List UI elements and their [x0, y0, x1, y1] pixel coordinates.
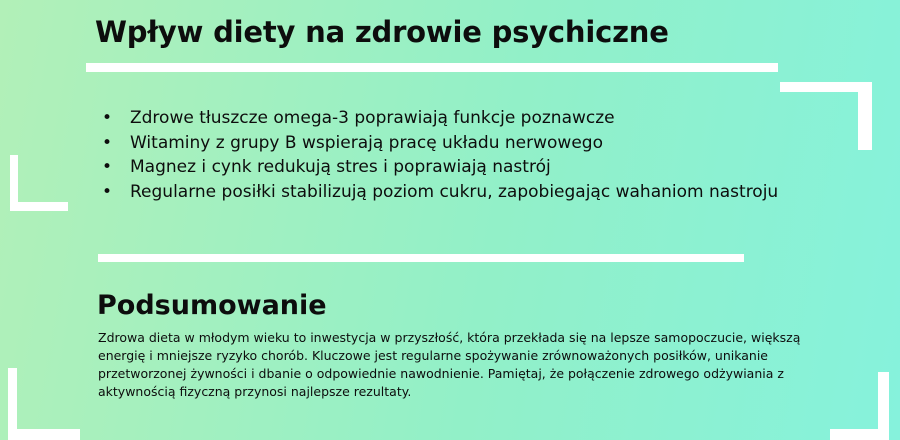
corner-bracket-bottom-right-horizontal	[830, 429, 889, 440]
bullet-text: Witaminy z grupy B wspierają pracę układu nerwowego	[130, 132, 603, 153]
bullet-item	[100, 180, 778, 205]
bullet-marker: •	[102, 157, 113, 177]
bullet-text: Zdrowe tłuszcze omega-3 poprawiają funkcje poznawcze	[130, 108, 615, 128]
corner-bracket-top-right-vertical	[858, 82, 872, 150]
bullet-marker: •	[102, 108, 113, 128]
summary-paragraph: Zdrowa dieta w młodym wieku to inwestycja w przyszłość, która przekłada się na lepsze samopoczucie, większą energię i mniejsze ryzyko chorób. Kluczowe jest regularne spożywanie zrównoważonych posiłków, unikanie przetworzonej żywności i dbanie o odpowiednie nawodnienie. Pamiętaj, że połączenie zdrowego odżywiania z aktywnością fizyczną przynosi najlepsze rezultaty.	[98, 330, 801, 399]
slide-title: Wpływ diety na zdrowie psychiczne	[95, 15, 669, 49]
summary-heading: Podsumowanie	[97, 290, 327, 321]
corner-bracket-bottom-left-horizontal	[8, 429, 80, 440]
bullet-marker: •	[102, 181, 113, 202]
corner-bracket-mid-left-horizontal	[10, 202, 68, 211]
bullet-list	[100, 106, 778, 204]
bullet-marker: •	[102, 132, 113, 153]
bullet-item	[100, 155, 778, 180]
title-underline-bar	[86, 63, 778, 72]
bullet-item	[100, 131, 778, 156]
bullet-text: Regularne posiłki stabilizują poziom cukru, zapobiegając wahaniom nastroju	[130, 181, 779, 202]
bullet-item	[100, 106, 778, 131]
section-divider-bar	[98, 254, 744, 262]
bullet-text: Magnez i cynk redukują stres i poprawiają nastrój	[130, 157, 551, 177]
